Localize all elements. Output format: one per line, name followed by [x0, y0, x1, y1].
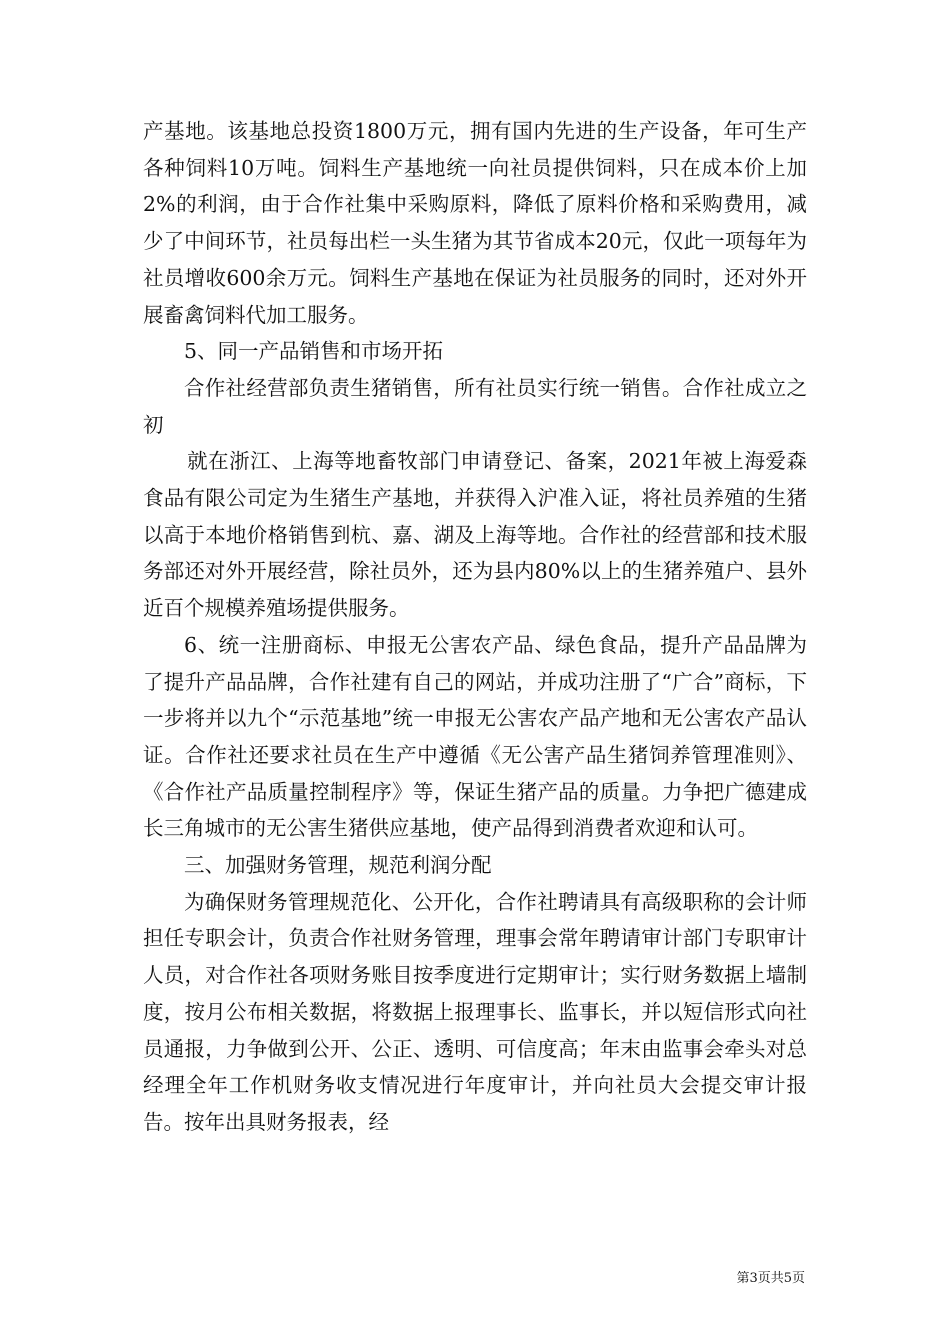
section-heading-unified-sales: 5、同一产品销售和市场开拓: [184, 339, 444, 364]
document-body: [143, 113, 807, 1141]
paragraph-market-expansion: 就在浙江、上海等地畜牧部门申请登记、备案，2021年被上海爱森食品有限公司定为生猪生产基地，并获得入沪准入证，将社员养殖的生猪以高于本地价格销售到杭、嘉、湖及上海等地。合作社的经营部和技术服务部还对外开展经营，除社员外，还为县内80%以上的生猪养殖户、县外近百个规模养殖场提供服务。: [143, 449, 807, 621]
section-heading-financial-management: 三、加强财务管理，规范利润分配: [184, 853, 492, 878]
paragraph-brand-registration: 6、统一注册商标、申报无公害农产品、绿色食品，提升产品品牌为了提升产品品牌，合作社建有自己的网站，并成功注册了“广合”商标，下一步将并以九个“示范基地”统一申报无公害农产品产地和无公害农产品认证。合作社还要求社员在生产中遵循《无公害产品生猪饲养管理准则》、《合作社产品质量控制程序》等，保证生猪产品的质量。力争把广德建成长三角城市的无公害生猪供应基地，使产品得到消费者欢迎和认可。: [143, 632, 807, 841]
paragraph-financial-management: 为确保财务管理规范化、公开化，合作社聘请具有高级职称的会计师担任专职会计，负责合作社财务管理，理事会常年聘请审计部门专职审计人员，对合作社各项财务账目按季度进行定期审计；实行财务数据上墙制度，按月公布相关数据，将数据上报理事长、监事长，并以短信形式向社员通报，力争做到公开、公正、透明、可信度高；年末由监事会牵头对总经理全年工作机财务收支情况进行年度审计，并向社员大会提交审计报告。按年出具财务报表，经: [143, 889, 807, 1134]
page-number-footer: 第3页共5页: [736, 1271, 805, 1286]
paragraph-feed-base-continued: 产基地。该基地总投资1800万元，拥有国内先进的生产设备，年可生产各种饲料10万吨。饲料生产基地统一向社员提供饲料，只在成本价上加2%的利润，由于合作社集中采购原料，降低了原料价格和采购费用，减少了中间环节，社员每出栏一头生猪为其节省成本20元，仅此一项每年为社员增收600余万元。饲料生产基地在保证为社员服务的同时，还对外开展畜禽饲料代加工服务。: [143, 119, 807, 327]
paragraph-sales-department: 合作社经营部负责生猪销售，所有社员实行统一销售。合作社成立之初: [143, 375, 807, 437]
